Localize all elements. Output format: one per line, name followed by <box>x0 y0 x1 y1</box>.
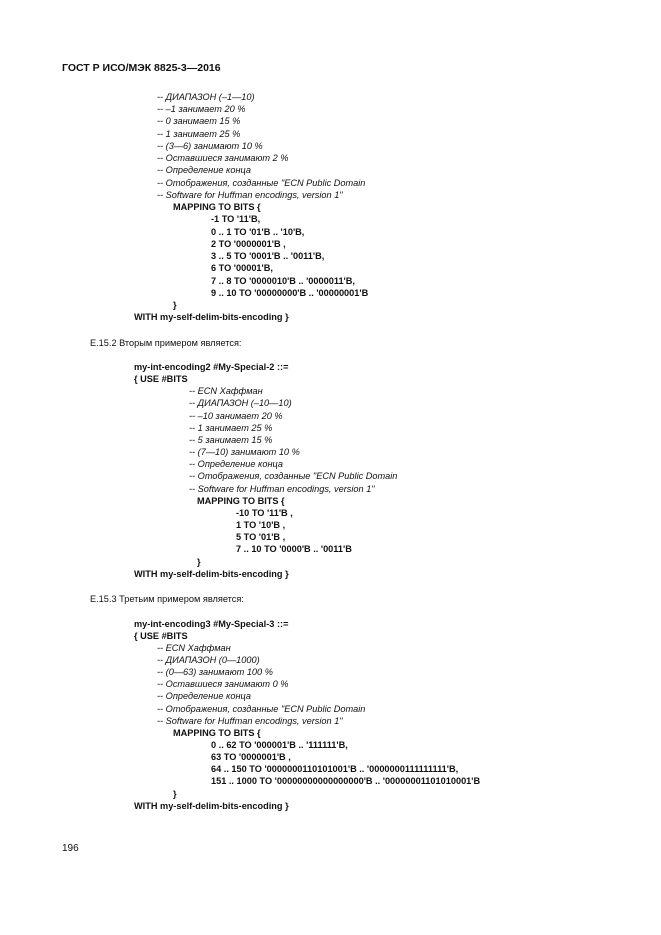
mapping-line: -10 TO '11'B , <box>236 508 293 518</box>
mapping-line: 7 .. 10 TO '0000'B .. '0011'B <box>236 544 352 554</box>
comment-line: -- (3—6) занимают 10 % <box>157 141 263 151</box>
with-clause: WITH my-self-delim-bits-encoding } <box>134 569 289 579</box>
comment-line: -- ДИАПАЗОН (–1—10) <box>157 92 255 102</box>
comment-line: -- Определение конца <box>157 165 251 175</box>
mapping-line: 64 .. 150 TO '0000000110101001'B .. '0000000111111111'B, <box>211 764 459 774</box>
comment-line: -- Отображения, созданные "ECN Public Domain <box>157 178 366 188</box>
comment-line: -- Определение конца <box>157 691 251 701</box>
comment-line: -- Определение конца <box>189 459 283 469</box>
with-clause: WITH my-self-delim-bits-encoding } <box>134 312 289 322</box>
mapping-line: 9 .. 10 TO '00000000'B .. '00000001'B <box>211 288 369 298</box>
mapping-close: } <box>173 300 177 310</box>
comment-line: -- 0 занимает 15 % <box>157 116 241 126</box>
comment-line: -- ДИАПАЗОН (–10—10) <box>189 398 292 408</box>
mapping-line: 1 TO '10'B , <box>236 520 286 530</box>
section-caption: E.15.3 Третьим примером является: <box>90 594 244 604</box>
mapping-header: MAPPING TO BITS { <box>173 728 261 738</box>
mapping-line: 7 .. 8 TO '0000010'B .. '0000011'B, <box>211 276 355 286</box>
mapping-line: 2 TO '0000001'B , <box>211 239 286 249</box>
comment-line: -- Software for Huffman encodings, version 1" <box>157 716 343 726</box>
mapping-line: 0 .. 1 TO '01'B .. '10'B, <box>211 227 305 237</box>
comment-line: -- 5 занимает 15 % <box>189 435 273 445</box>
comment-line: -- Software for Huffman encodings, version 1" <box>157 190 343 200</box>
mapping-header: MAPPING TO BITS { <box>197 496 285 506</box>
comment-line: -- –1 занимает 20 % <box>157 104 246 114</box>
definition-line: my-int-encoding2 #My-Special-2 ::= <box>134 362 289 372</box>
document-header: ГОСТ Р ИСО/МЭК 8825-3—2016 <box>62 62 221 74</box>
mapping-line: 6 TO '00001'B, <box>211 263 273 273</box>
comment-line: -- –10 занимает 20 % <box>189 411 283 421</box>
use-line: { USE #BITS <box>134 374 188 384</box>
comment-line: -- ECN Хаффман <box>189 386 263 396</box>
comment-line: -- Software for Huffman encodings, version 1" <box>189 484 375 494</box>
section-caption: E.15.2 Вторым примером является: <box>90 338 242 348</box>
comment-line: -- ECN Хаффман <box>157 643 231 653</box>
mapping-close: } <box>173 789 177 799</box>
comment-line: -- ДИАПАЗОН (0—1000) <box>157 655 260 665</box>
comment-line: -- 1 занимает 25 % <box>157 129 241 139</box>
with-clause: WITH my-self-delim-bits-encoding } <box>134 801 289 811</box>
mapping-line: 0 .. 62 TO '000001'B .. '111111'B, <box>211 740 348 750</box>
mapping-line: 5 TO '01'B , <box>236 532 286 542</box>
use-line: { USE #BITS <box>134 631 188 641</box>
page-number: 196 <box>62 843 79 854</box>
comment-line: -- (0—63) занимают 100 % <box>157 667 273 677</box>
comment-line: -- Отображения, созданные "ECN Public Domain <box>189 471 398 481</box>
comment-line: -- 1 занимает 25 % <box>189 423 273 433</box>
comment-line: -- Отображения, созданные "ECN Public Domain <box>157 704 366 714</box>
mapping-header: MAPPING TO BITS { <box>173 202 261 212</box>
mapping-line: 151 .. 1000 TO '00000000000000000'B .. '00000001101010001'B <box>211 776 481 786</box>
comment-line: -- Оставшиеся занимают 2 % <box>157 153 289 163</box>
definition-line: my-int-encoding3 #My-Special-3 ::= <box>134 619 289 629</box>
mapping-line: 63 TO '0000001'B , <box>211 752 291 762</box>
comment-line: -- (7—10) занимают 10 % <box>189 447 300 457</box>
mapping-line: 3 .. 5 TO '0001'B .. '0011'B, <box>211 251 325 261</box>
mapping-line: -1 TO '11'B, <box>211 214 261 224</box>
comment-line: -- Оставшиеся занимают 0 % <box>157 679 289 689</box>
mapping-close: } <box>197 557 201 567</box>
